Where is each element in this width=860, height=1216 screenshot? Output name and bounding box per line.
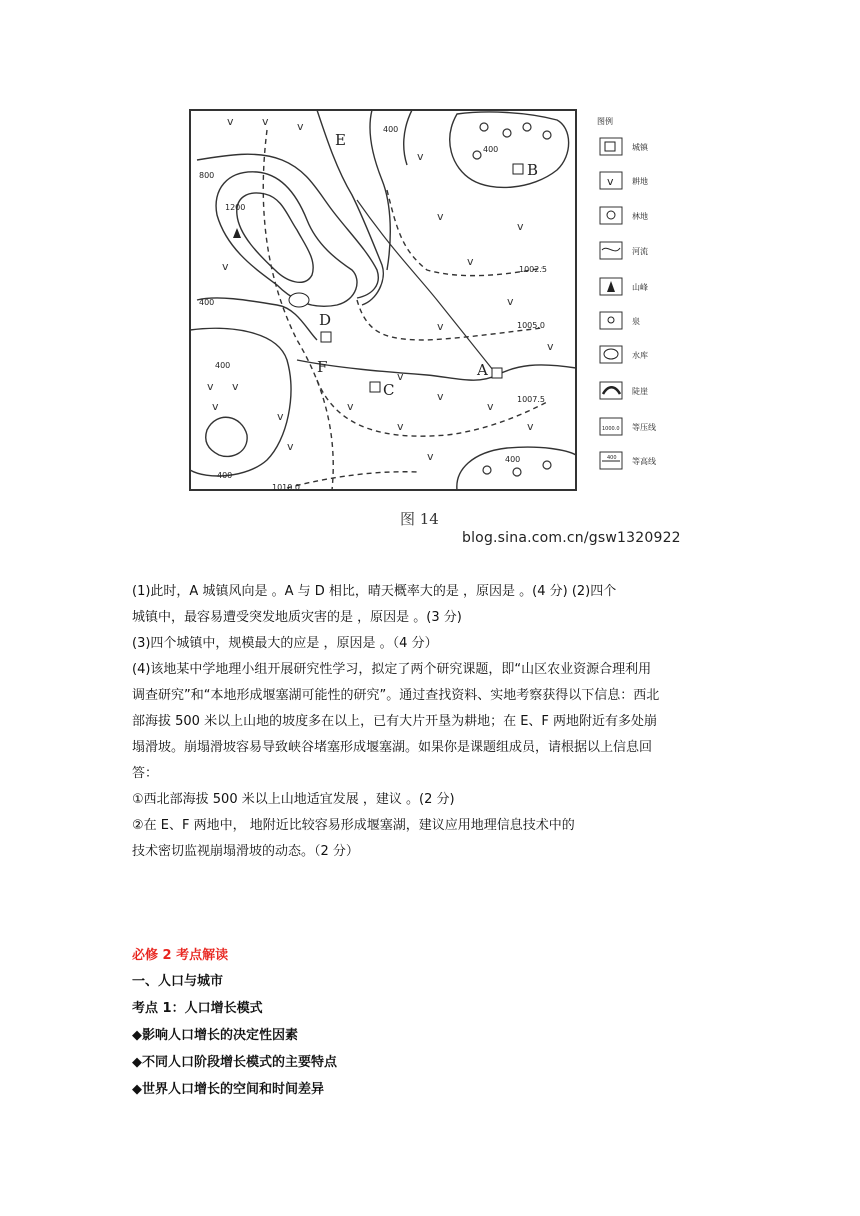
farmland-icon: v xyxy=(397,420,404,433)
question-4-line: 部海拔 500 米以上山地的坡度多在以上，已有大片开垦为耕地；在 E、F 两地附近有多处崩 xyxy=(132,714,658,729)
contour-value: 800 xyxy=(199,171,215,180)
contour-value: 400 xyxy=(199,298,215,307)
farmland-icon: v xyxy=(487,400,494,413)
farmland-icon: v xyxy=(347,400,354,413)
isobar-value: 1010.0 xyxy=(272,483,300,492)
contour-value: 400 xyxy=(217,471,233,480)
farmland-icon: v xyxy=(262,115,269,128)
question-4-line: 调查研究”和“本地形成堰塞湖可能性的研究”。通过查找资料、实地考察获得以下信息：西北 xyxy=(132,688,660,703)
farmland-icon: v xyxy=(232,380,239,393)
point-a-label: A xyxy=(477,361,488,379)
point-f-label: F xyxy=(317,358,328,376)
question-1: (1)此时，A 城镇风向是 。A 与 D 相比，晴天概率大的是 ，原因是 。(4 分) (2)四个 xyxy=(132,584,617,599)
legend-label: 林地 xyxy=(632,212,648,221)
farmland-icon: v xyxy=(417,150,424,163)
question-4-sub: 技术密切监视崩塌滑坡的动态。（2 分） xyxy=(132,844,359,859)
contour-value: 400 xyxy=(215,361,231,370)
point-heading: 考点 1：人口增长模式 xyxy=(132,1001,263,1016)
contour-value: 1200 xyxy=(225,203,246,212)
town-icon xyxy=(321,332,331,342)
legend-label: 山峰 xyxy=(632,283,648,292)
town-icon xyxy=(370,382,380,392)
farmland-icon: v xyxy=(207,380,214,393)
contour-value: 400 xyxy=(483,145,499,154)
farmland-icon: v xyxy=(397,370,404,383)
legend-label: 水库 xyxy=(632,351,648,360)
farmland-icon: v xyxy=(607,175,614,188)
question-4-sub: ②在 E、F 两地中， 地附近比较容易形成堰塞湖，建议应用地理信息技术中的 xyxy=(132,818,575,833)
contour-value: 400 xyxy=(505,455,521,464)
town-icon xyxy=(492,368,502,378)
map-legend xyxy=(597,116,656,469)
farmland-icon: v xyxy=(517,220,524,233)
isobar-value: 1002.5 xyxy=(519,265,547,274)
question-4-line: 塌滑坡。崩塌滑坡容易导致峡谷堵塞形成堰塞湖。如果你是课题组成员，请根据以上信息回 xyxy=(132,740,653,755)
legend-label: 等压线 xyxy=(632,423,656,432)
farmland-icon: v xyxy=(287,440,294,453)
town-icon xyxy=(605,142,615,151)
question-2: 城镇中，最容易遭受突发地质灾害的是 ，原因是 。(3 分) xyxy=(132,610,462,625)
question-block xyxy=(132,579,732,865)
point-e-label: E xyxy=(335,131,346,149)
legend-label: 等高线 xyxy=(632,457,656,466)
figure-caption: 图 14 xyxy=(400,510,439,528)
legend-title: 图例 xyxy=(597,117,613,126)
farmland-icon: v xyxy=(467,255,474,268)
bullet-item: ◆不同人口阶段增长模式的主要特点 xyxy=(132,1055,337,1070)
isobar-value: 1005.0 xyxy=(517,321,545,330)
bullet-item: ◆世界人口增长的空间和时间差异 xyxy=(132,1082,324,1097)
watermark: blog.sina.com.cn/gsw1320922 xyxy=(462,530,681,546)
contour-value: 400 xyxy=(383,125,399,134)
farmland-icon: v xyxy=(427,450,434,463)
farmland-icon: v xyxy=(212,400,219,413)
isobar-value: 1007.5 xyxy=(517,395,545,404)
farmland-icon: v xyxy=(227,115,234,128)
farmland-icon: v xyxy=(547,340,554,353)
farmland-icon: v xyxy=(527,420,534,433)
point-c-label: C xyxy=(383,381,395,399)
town-icon xyxy=(513,164,523,174)
question-4-line: (4)该地某中学地理小组开展研究性学习，拟定了两个研究课题，即“山区农业资源合理利用 xyxy=(132,662,652,677)
question-4-line: 答： xyxy=(132,766,159,781)
part-heading: 一、人口与城市 xyxy=(132,974,224,989)
question-4-sub: ①西北部海拔 500 米以上山地适宜发展 ，建议 。(2 分) xyxy=(132,792,455,807)
isobar-icon: 1000.0 xyxy=(602,426,620,432)
contour-sample: 400 xyxy=(607,455,617,461)
farmland-icon: v xyxy=(507,295,514,308)
map-figure xyxy=(187,100,687,550)
question-3: (3)四个城镇中，规模最大的应是 ，原因是 。（4 分） xyxy=(132,636,438,651)
legend-label: 城镇 xyxy=(632,143,648,152)
farmland-icon: v xyxy=(277,410,284,423)
legend-label: 泉 xyxy=(632,317,640,326)
farmland-icon: v xyxy=(297,120,304,133)
reservoir-icon xyxy=(289,293,309,307)
farmland-icon: v xyxy=(437,320,444,333)
point-b-label: B xyxy=(527,161,539,179)
topographic-map xyxy=(187,100,687,550)
legend-label: 耕地 xyxy=(632,177,648,186)
farmland-icon: v xyxy=(222,260,229,273)
bullet-item: ◆影响人口增长的决定性因素 xyxy=(132,1028,298,1043)
point-d-label: D xyxy=(319,311,332,329)
farmland-icon: v xyxy=(437,390,444,403)
farmland-icon: v xyxy=(437,210,444,223)
legend-label: 陡崖 xyxy=(632,387,648,396)
legend-label: 河流 xyxy=(632,247,648,256)
section-title: 必修 2 考点解读 xyxy=(132,948,229,963)
